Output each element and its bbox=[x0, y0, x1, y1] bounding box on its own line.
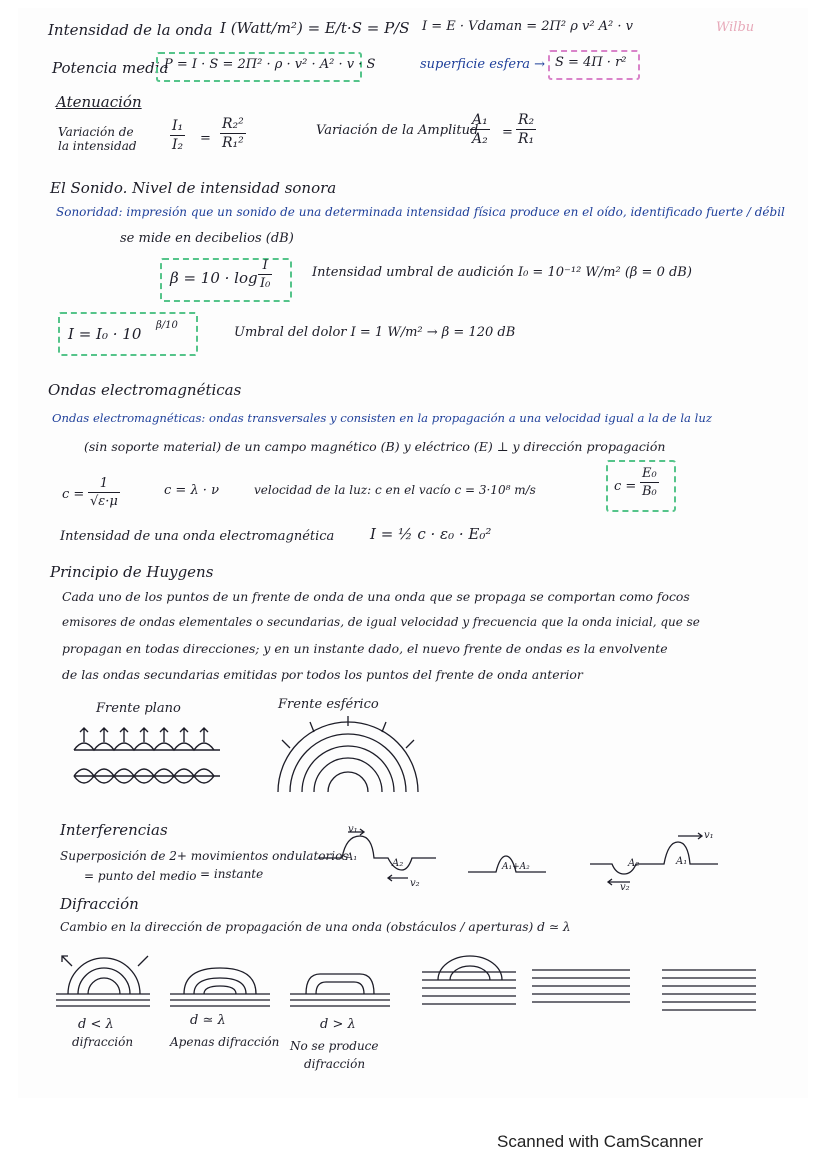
B0-text: B₀ bbox=[642, 484, 657, 499]
umbral-audicion: Intensidad umbral de audición I₀ = 10⁻¹² W/m² (β = 0 dB) bbox=[312, 265, 692, 280]
spherical-wavefront-diagram bbox=[268, 712, 428, 802]
difraccion-title: Difracción bbox=[60, 895, 139, 913]
atenuacion-title: Atenuación bbox=[56, 93, 142, 111]
em-definition-2: (sin soporte material) de un campo magnético (B) y eléctrico (E) ⊥ y dirección propagación bbox=[84, 439, 666, 454]
var-amplitud-label: Variación de la Amplitud bbox=[316, 123, 479, 138]
camscanner-watermark: Scanned with CamScanner bbox=[497, 1132, 704, 1151]
superficie-label: superficie esfera → bbox=[420, 57, 546, 72]
A1-label-2: A₁ bbox=[676, 856, 688, 867]
A2-label-2: A₂ bbox=[628, 858, 640, 869]
R2-text: R₂ bbox=[518, 112, 535, 128]
em-title: Ondas electromagnéticas bbox=[48, 381, 242, 399]
diffraction-case-1: d < λ bbox=[78, 1017, 114, 1032]
interference-pulse-1 bbox=[318, 828, 438, 888]
difraccion-definition: Cambio en la dirección de propagación de una onda (obstáculos / aperturas) d ≃ λ bbox=[60, 920, 571, 934]
potencia-label: Potencia media bbox=[52, 59, 169, 77]
var-intensidad-label: Variación de la intensidad bbox=[58, 125, 137, 153]
diffraction-case-2: d ≃ λ bbox=[190, 1013, 226, 1028]
A1A2-label: A₁+A₂ bbox=[502, 862, 530, 872]
c-box-lhs: c = bbox=[614, 479, 637, 494]
frente-plano-label: Frente plano bbox=[96, 701, 181, 716]
diffraction-case-2-label: Apenas difracción bbox=[170, 1035, 280, 1049]
I1-text: I₁ bbox=[172, 118, 184, 134]
E0-text: E₀ bbox=[642, 466, 657, 481]
diffraction-case-3-label-2: difracción bbox=[304, 1057, 366, 1071]
diffraction-case-3: d > λ bbox=[320, 1017, 356, 1032]
R2sq-text: R₂² bbox=[222, 116, 244, 132]
notebook-page bbox=[18, 8, 808, 1098]
huygens-line-1: Cada uno de los puntos de un frente de onda de una onda que se propaga se comportan como focos bbox=[62, 589, 690, 604]
R1-text: R₁ bbox=[518, 131, 535, 147]
intensidad-em-formula: I = ½ c · ε₀ · E₀² bbox=[370, 525, 492, 543]
c-velocity-text: velocidad de la luz: c en el vacío c = 3·10⁸ m/s bbox=[254, 483, 536, 497]
fraction-c bbox=[88, 476, 120, 509]
huygens-line-3: propagan en todas direcciones; y en un instante dado, el nuevo frente de ondas es la envolvente bbox=[62, 641, 668, 656]
fraction-I-I0 bbox=[258, 258, 272, 291]
c-num: 1 bbox=[99, 476, 109, 491]
huygens-line-4: de las ondas secundarias emitidas por todos los puntos del frente de onda anterior bbox=[62, 667, 583, 682]
instante-label: = instante bbox=[200, 867, 264, 881]
potencia-formula: P = I · S = 2Π² · ρ · v² · A² · v · S bbox=[164, 57, 376, 72]
punto-medio-label: = punto del medio bbox=[84, 869, 197, 883]
beta-formula: β = 10 · log bbox=[170, 269, 258, 287]
A1-label-1: A₁ bbox=[346, 852, 358, 863]
v2-label-1: v₂ bbox=[410, 878, 420, 889]
v2-label-2: v₂ bbox=[620, 882, 630, 893]
beta-den: I₀ bbox=[260, 276, 271, 291]
c-den: √ε·μ bbox=[90, 494, 118, 509]
I-formula: I = I₀ · 10 bbox=[68, 325, 142, 343]
fraction-R2sq-R1sq bbox=[220, 116, 246, 151]
fraction-I1-I2 bbox=[170, 118, 185, 153]
umbral-dolor: Umbral del dolor I = 1 W/m² → β = 120 dB bbox=[234, 325, 516, 340]
frente-esferico-label: Frente esférico bbox=[278, 697, 379, 712]
A2-text: A₂ bbox=[472, 131, 488, 147]
sonoridad-definition: Sonoridad: impresión que un sonido de una determinada intensidad física produce en el oído, identificado fuerte / débil bbox=[56, 205, 785, 219]
faint-mark: Wilbu bbox=[716, 20, 755, 35]
sonoridad-definition-2: se mide en decibelios (dB) bbox=[120, 231, 294, 246]
intensidad-em-label: Intensidad de una onda electromagnética bbox=[60, 529, 335, 544]
A1-text: A₁ bbox=[472, 112, 488, 128]
intensidad-label: Intensidad de la onda bbox=[48, 21, 213, 39]
v1-label-2: v₁ bbox=[704, 830, 714, 841]
c-lhs: c = bbox=[62, 487, 85, 502]
intensidad-formula: I (Watt/m²) = E/t·S = P/S bbox=[220, 19, 410, 37]
diffraction-case-3-label-1: No se produce bbox=[290, 1039, 379, 1053]
em-definition-1: Ondas electromagnéticas: ondas transversales y consisten en la propagación a una velocidad igual a la de la luz bbox=[52, 411, 712, 425]
A2-label-1: A₂ bbox=[392, 858, 404, 869]
R1sq-text: R₁² bbox=[222, 135, 244, 151]
interferencia-title: Interferencias bbox=[60, 821, 168, 839]
interference-pulse-2 bbox=[590, 828, 720, 888]
huygens-title: Principio de Huygens bbox=[50, 563, 214, 581]
huygens-line-2: emisores de ondas elementales o secundarias, de igual velocidad y frecuencia que la onda inicial, que se bbox=[62, 615, 700, 629]
intensidad-right-formula: I = E · Vdaman = 2Π² ρ v² A² · v bbox=[422, 19, 634, 34]
v1-label-1: v₁ bbox=[348, 824, 358, 835]
fraction-A1-A2 bbox=[470, 112, 490, 147]
interferencia-definition: Superposición de 2+ movimientos ondulatorios bbox=[60, 849, 349, 863]
c-lambda-formula: c = λ · ν bbox=[164, 483, 219, 498]
diffraction-diagrams bbox=[50, 950, 770, 1020]
fraction-E0-B0 bbox=[640, 466, 659, 499]
plane-wavefront-diagram bbox=[70, 720, 230, 800]
I-formula-exponent: β/10 bbox=[156, 320, 178, 331]
I2-text: I₂ bbox=[172, 137, 184, 153]
diffraction-case-1-label: difracción bbox=[72, 1035, 134, 1049]
fraction-R2-R1 bbox=[516, 112, 536, 147]
sonido-title: El Sonido. Nivel de intensidad sonora bbox=[50, 179, 337, 197]
beta-num: I bbox=[262, 258, 268, 273]
superficie-formula: S = 4Π · r² bbox=[555, 55, 627, 70]
